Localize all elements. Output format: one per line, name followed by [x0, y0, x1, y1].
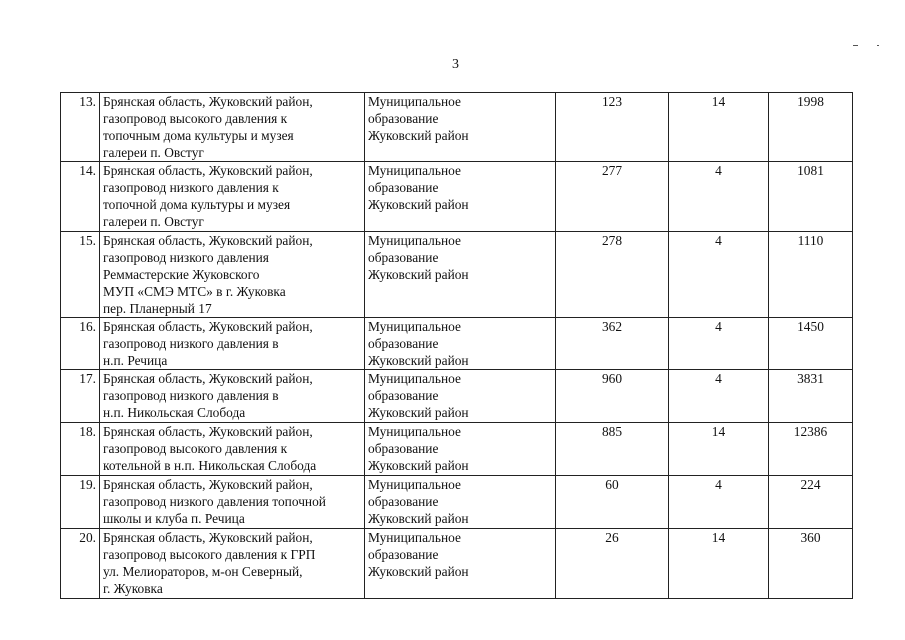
- row-number: 16.: [61, 318, 100, 370]
- object-address-line: Брянская область, Жуковский район,: [103, 319, 313, 334]
- object-address-line: Брянская область, Жуковский район,: [103, 371, 313, 386]
- table-row: [61, 476, 853, 529]
- owner-line: Муниципальное: [368, 163, 461, 178]
- area-cell: 12386: [769, 423, 853, 476]
- object-address-line: топочным дома культуры и музея: [103, 128, 294, 143]
- scan-mark: [853, 45, 858, 46]
- object-address-line: г. Жуковка: [103, 581, 163, 596]
- pipeline-length-cell: 362: [556, 318, 669, 370]
- owner-line: образование: [368, 180, 439, 195]
- owner-line: образование: [368, 494, 439, 509]
- pipeline-length-cell: 123: [556, 93, 669, 162]
- object-address-cell: [100, 232, 365, 318]
- object-address-line: Брянская область, Жуковский район,: [103, 424, 313, 439]
- area-cell: 1998: [769, 93, 853, 162]
- object-address-line: Реммастерские Жуковского: [103, 267, 260, 282]
- owner-line: Муниципальное: [368, 424, 461, 439]
- row-number: 20.: [61, 529, 100, 599]
- pipe-diameter-cell: 4: [669, 232, 769, 318]
- object-address-cell: [100, 318, 365, 370]
- table-row: [61, 529, 853, 599]
- object-address-line: газопровод низкого давления к: [103, 180, 279, 195]
- pipe-diameter-cell: 14: [669, 93, 769, 162]
- row-number: 14.: [61, 162, 100, 232]
- owner-line: образование: [368, 547, 439, 562]
- owner-line: Жуковский район: [368, 564, 469, 579]
- object-address-line: Брянская область, Жуковский район,: [103, 477, 313, 492]
- owner-cell: [365, 318, 556, 370]
- pipeline-length-cell: 278: [556, 232, 669, 318]
- area-cell: 1450: [769, 318, 853, 370]
- object-address-line: газопровод низкого давления в: [103, 336, 279, 351]
- owner-line: Жуковский район: [368, 128, 469, 143]
- object-address-cell: [100, 162, 365, 232]
- owner-cell: [365, 162, 556, 232]
- object-address-line: котельной в н.п. Никольская Слобода: [103, 458, 317, 473]
- pipeline-length-cell: 277: [556, 162, 669, 232]
- pipeline-length-cell: 885: [556, 423, 669, 476]
- row-number: 15.: [61, 232, 100, 318]
- object-address-line: ул. Мелиораторов, м-он Северный,: [103, 564, 303, 579]
- page-number: 3: [452, 57, 459, 72]
- object-address-line: галереи п. Овстуг: [103, 214, 204, 229]
- scan-mark: [877, 45, 879, 46]
- area-cell: 1110: [769, 232, 853, 318]
- table-row: [61, 162, 853, 232]
- owner-line: образование: [368, 336, 439, 351]
- owner-line: Муниципальное: [368, 530, 461, 545]
- owner-line: Жуковский район: [368, 197, 469, 212]
- owner-line: Муниципальное: [368, 477, 461, 492]
- object-address-line: газопровод низкого давления в: [103, 388, 279, 403]
- object-address-cell: [100, 529, 365, 599]
- row-number: 13.: [61, 93, 100, 162]
- object-address-line: газопровод высокого давления к: [103, 111, 288, 126]
- table-row: [61, 232, 853, 318]
- area-cell: 3831: [769, 370, 853, 423]
- owner-cell: [365, 476, 556, 529]
- object-address-line: пер. Планерный 17: [103, 301, 212, 316]
- object-address-line: галереи п. Овстуг: [103, 145, 204, 160]
- table-row: [61, 370, 853, 423]
- object-address-line: н.п. Речица: [103, 353, 168, 368]
- owner-line: Жуковский район: [368, 458, 469, 473]
- object-address-line: школы и клуба п. Речица: [103, 511, 245, 526]
- object-address-cell: [100, 476, 365, 529]
- table-row: [61, 423, 853, 476]
- owner-cell: [365, 529, 556, 599]
- owner-cell: [365, 370, 556, 423]
- owner-line: Жуковский район: [368, 353, 469, 368]
- area-cell: 224: [769, 476, 853, 529]
- pipe-diameter-cell: 14: [669, 529, 769, 599]
- table-row: [61, 318, 853, 370]
- object-address-line: н.п. Никольская Слобода: [103, 405, 246, 420]
- object-address-line: Брянская область, Жуковский район,: [103, 530, 313, 545]
- area-cell: 1081: [769, 162, 853, 232]
- object-address-line: газопровод высокого давления к ГРП: [103, 547, 316, 562]
- owner-line: образование: [368, 441, 439, 456]
- object-address-cell: [100, 423, 365, 476]
- owner-line: Жуковский район: [368, 511, 469, 526]
- object-address-cell: [100, 93, 365, 162]
- owner-line: Жуковский район: [368, 267, 469, 282]
- owner-line: Жуковский район: [368, 405, 469, 420]
- pipeline-length-cell: 60: [556, 476, 669, 529]
- object-address-line: Брянская область, Жуковский район,: [103, 163, 313, 178]
- owner-line: Муниципальное: [368, 319, 461, 334]
- owner-line: образование: [368, 388, 439, 403]
- pipe-diameter-cell: 14: [669, 423, 769, 476]
- object-address-line: МУП «СМЭ МТС» в г. Жуковка: [103, 284, 286, 299]
- pipe-diameter-cell: 4: [669, 476, 769, 529]
- owner-line: Муниципальное: [368, 94, 461, 109]
- object-address-line: топочной дома культуры и музея: [103, 197, 291, 212]
- table-row: [61, 93, 853, 162]
- object-address-cell: [100, 370, 365, 423]
- pipe-diameter-cell: 4: [669, 370, 769, 423]
- row-number: 19.: [61, 476, 100, 529]
- owner-line: образование: [368, 250, 439, 265]
- table-body: [61, 93, 853, 599]
- owner-line: Муниципальное: [368, 371, 461, 386]
- owner-cell: [365, 423, 556, 476]
- object-address-line: газопровод высокого давления к: [103, 441, 288, 456]
- owner-cell: [365, 93, 556, 162]
- object-address-line: Брянская область, Жуковский район,: [103, 94, 313, 109]
- area-cell: 360: [769, 529, 853, 599]
- pipe-diameter-cell: 4: [669, 318, 769, 370]
- owner-cell: [365, 232, 556, 318]
- pipeline-length-cell: 960: [556, 370, 669, 423]
- row-number: 17.: [61, 370, 100, 423]
- gas-pipeline-table: [60, 92, 853, 599]
- pipe-diameter-cell: 4: [669, 162, 769, 232]
- object-address-line: газопровод низкого давления: [103, 250, 269, 265]
- pipeline-length-cell: 26: [556, 529, 669, 599]
- object-address-line: Брянская область, Жуковский район,: [103, 233, 313, 248]
- owner-line: образование: [368, 111, 439, 126]
- object-address-line: газопровод низкого давления топочной: [103, 494, 326, 509]
- owner-line: Муниципальное: [368, 233, 461, 248]
- row-number: 18.: [61, 423, 100, 476]
